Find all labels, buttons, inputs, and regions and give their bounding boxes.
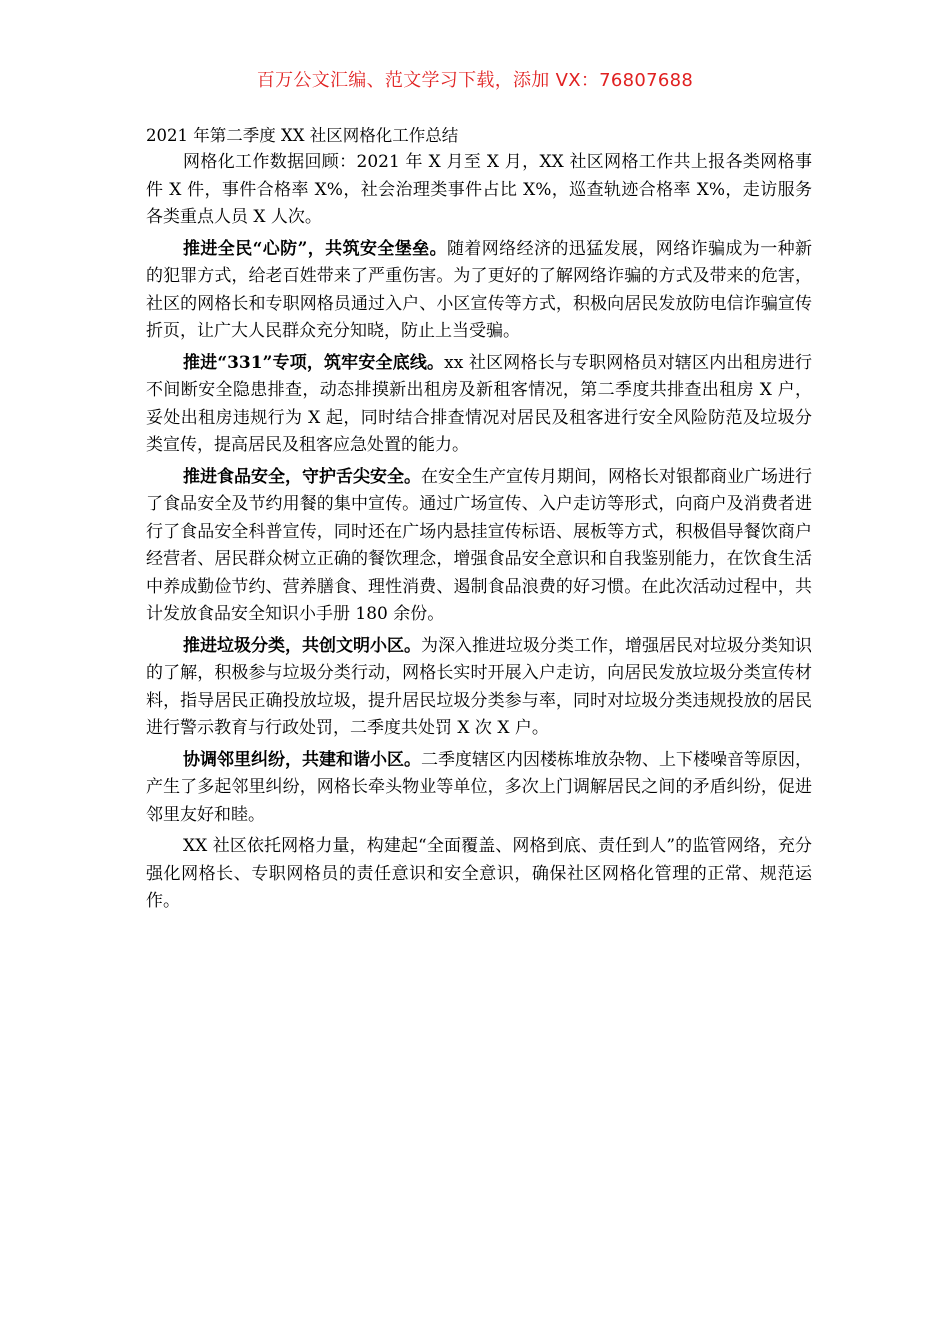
intro-paragraph: 网格化工作数据回顾：2021 年 X 月至 X 月，XX 社区网格工作共上报各类网格事件 X 件，事件合格率 X%，社会治理类事件占比 X%，巡查轨迹合格率 X%，走访服务各类重点人员 X 人次。 — [146, 152, 812, 227]
section-heading: 推进垃圾分类，共创文明小区。 — [183, 635, 421, 656]
section-paragraph — [146, 633, 812, 743]
section-body: xx 社区网格长与专职网格员对辖区内出租房进行不间断安全隐患排查，动态排摸新出租房及新租客情况，第二季度共排查出租房 X 户，妥处出租房违规行为 X 起，同时结合排查情况对居民及租客进行安全风险防范及垃圾分类宣传，提高居民及租客应急处置的能力。 — [146, 352, 813, 455]
section-body: 二季度辖区内因楼栋堆放杂物、上下楼噪音等原因，产生了多起邻里纠纷，网格长牵头物业等单位，多次上门调解居民之间的矛盾纠纷，促进邻里友好和睦。 — [146, 749, 812, 825]
section-paragraph — [146, 747, 812, 830]
section-heading: 推进全民“心防”，共筑安全堡垒。 — [183, 238, 447, 259]
header-note: 百万公文汇编、范文学习下载，添加 VX：76807688 — [256, 70, 694, 91]
section-paragraph — [146, 350, 812, 460]
section-body: 为深入推进垃圾分类工作，增强居民对垃圾分类知识的了解，积极参与垃圾分类行动，网格长实时开展入户走访，向居民发放垃圾分类宣传材料，指导居民正确投放垃圾，提升居民垃圾分类参与率，同时对垃圾分类违规投放的居民进行警示教育与行政处罚，二季度共处罚 X 次 X 户。 — [146, 635, 812, 738]
section-heading: 推进食品安全，守护舌尖安全。 — [183, 466, 421, 487]
document-body — [146, 124, 812, 920]
section-paragraph — [146, 236, 812, 346]
section-body: 在安全生产宣传月期间，网格长对银都商业广场进行了食品安全及节约用餐的集中宣传。通过广场宣传、入户走访等形式，向商户及消费者进行了食品安全科普宣传，同时还在广场内悬挂宣传标语、展板等方式，积极倡导餐饮商户经营者、居民群众树立正确的餐饮理念，增强食品安全意识和自我鉴别能力，在饮食生活中养成勤俭节约、营养膳食、理性消费、遏制食品浪费的好习惯。在此次活动过程中，共计发放食品安全知识小手册 180 余份。 — [146, 466, 812, 624]
document-title: 2021 年第二季度 XX 社区网格化工作总结 — [146, 126, 459, 145]
section-paragraph — [146, 464, 812, 629]
section-body: 随着网络经济的迅猛发展，网络诈骗成为一种新的犯罪方式，给老百姓带来了严重伤害。为了更好的了解网络诈骗的方式及带来的危害，社区的网格长和专职网格员通过入户、小区宣传等方式，积极向居民发放防电信诈骗宣传折页，让广大人民群众充分知晓，防止上当受骗。 — [146, 238, 813, 341]
closing-paragraph: XX 社区依托网格力量，构建起“全面覆盖、网格到底、责任到人”的监管网络，充分强化网格长、专职网格员的责任意识和安全意识，确保社区网格化管理的正常、规范运作。 — [146, 836, 812, 911]
section-heading: 推进“331”专项，筑牢安全底线。 — [183, 352, 445, 373]
section-heading: 协调邻里纠纷，共建和谐小区。 — [183, 749, 421, 770]
